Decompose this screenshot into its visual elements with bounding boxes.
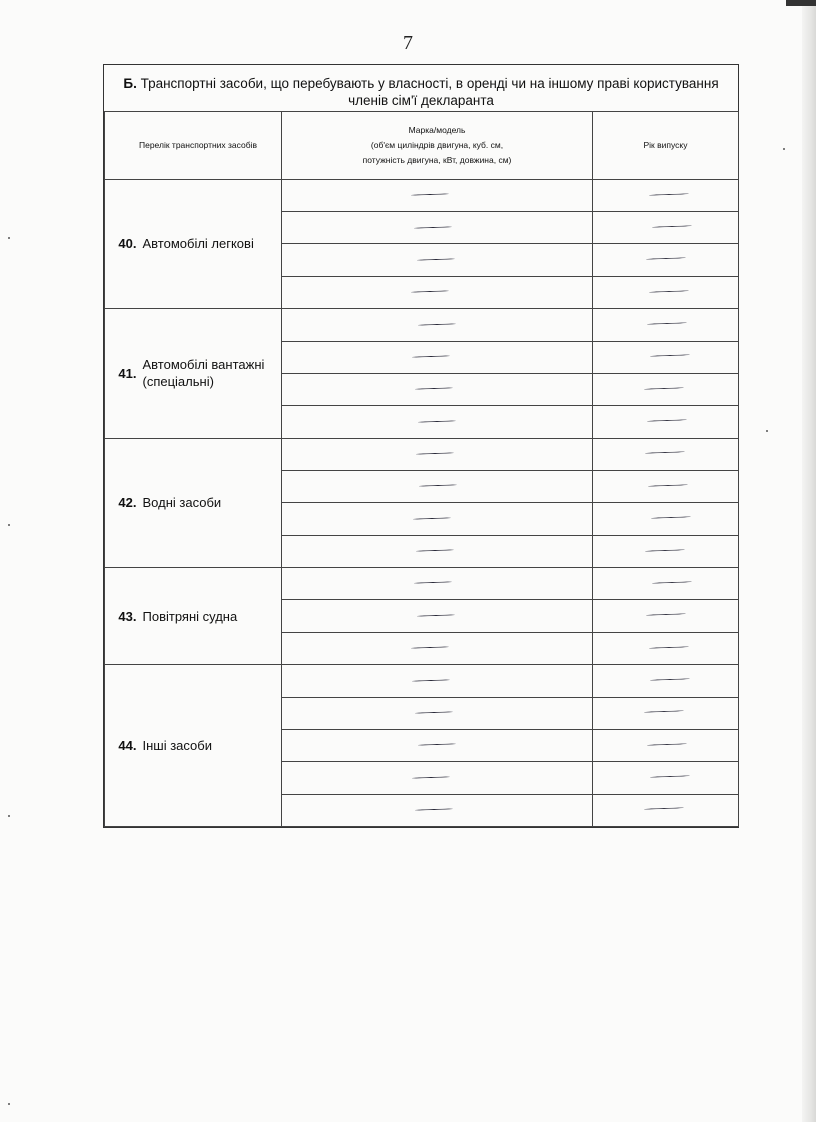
- table-row: [105, 665, 739, 697]
- year-cell: [593, 406, 739, 438]
- year-cell: [593, 762, 739, 794]
- scan-edge-mark: [786, 0, 816, 6]
- year-cell: [593, 470, 739, 502]
- brand-model-cell: [282, 406, 593, 438]
- handwritten-dash: [418, 323, 456, 325]
- year-cell: [593, 729, 739, 761]
- brand-model-cell: [282, 470, 593, 502]
- year-cell: [593, 535, 739, 567]
- scan-edge: [802, 0, 816, 1122]
- handwritten-dash: [416, 452, 454, 454]
- year-cell: [593, 600, 739, 632]
- handwritten-dash: [648, 484, 688, 486]
- brand-model-cell: [282, 438, 593, 470]
- year-cell: [593, 697, 739, 729]
- year-cell: [593, 632, 739, 664]
- vehicles-table: [104, 111, 739, 827]
- year-cell: [593, 794, 739, 826]
- brand-model-cell: [282, 568, 593, 600]
- category-number: 40.: [105, 179, 139, 308]
- year-cell: [593, 503, 739, 535]
- brand-model-cell: [282, 729, 593, 761]
- handwritten-dash: [411, 291, 449, 293]
- brand-model-cell: [282, 276, 593, 308]
- handwritten-dash: [411, 194, 449, 196]
- category-label: Повітряні судна: [139, 568, 282, 665]
- handwritten-dash: [644, 387, 684, 389]
- brand-model-cell: [282, 762, 593, 794]
- year-cell: [593, 438, 739, 470]
- handwritten-dash: [414, 226, 452, 228]
- year-cell: [593, 212, 739, 244]
- category-number: 44.: [105, 665, 139, 827]
- brand-model-cell: [282, 503, 593, 535]
- handwritten-dash: [416, 549, 454, 551]
- handwritten-dash: [418, 744, 456, 746]
- handwritten-dash: [651, 516, 691, 518]
- year-cell: [593, 179, 739, 211]
- brand-model-cell: [282, 244, 593, 276]
- header-vehicle-list: Перелік транспортних засобів: [105, 112, 282, 180]
- brand-model-cell: [282, 341, 593, 373]
- handwritten-dash: [412, 679, 450, 681]
- category-number: 43.: [105, 568, 139, 665]
- year-cell: [593, 373, 739, 405]
- header-brand-line1: Марка/модель: [408, 124, 466, 135]
- brand-model-cell: [282, 309, 593, 341]
- table-row: [105, 179, 739, 211]
- brand-model-cell: [282, 665, 593, 697]
- handwritten-dash: [412, 355, 450, 357]
- handwritten-dash: [650, 775, 690, 777]
- handwritten-dash: [645, 549, 685, 551]
- handwritten-dash: [645, 452, 685, 454]
- header-brand-line3: потужність двигуна, кВт, довжина, см): [362, 154, 512, 165]
- handwritten-dash: [646, 258, 686, 260]
- handwritten-dash: [417, 614, 455, 616]
- handwritten-dash: [649, 646, 689, 648]
- handwritten-dash: [417, 258, 455, 260]
- handwritten-dash: [418, 420, 456, 422]
- brand-model-cell: [282, 600, 593, 632]
- handwritten-dash: [415, 808, 453, 810]
- table-header-row: [105, 112, 739, 180]
- handwritten-dash: [649, 193, 689, 195]
- category-label: Автомобілі вантажні (спеціальні): [139, 309, 282, 438]
- category-number: 42.: [105, 438, 139, 567]
- section-title: [104, 75, 738, 109]
- handwritten-dash: [650, 355, 690, 357]
- header-brand-model: [282, 112, 593, 180]
- brand-model-cell: [282, 697, 593, 729]
- handwritten-dash: [411, 647, 449, 649]
- brand-model-cell: [282, 794, 593, 826]
- section-letter: Б.: [123, 76, 137, 91]
- handwritten-dash: [652, 581, 692, 583]
- header-year: Рік випуску: [593, 112, 739, 180]
- year-cell: [593, 665, 739, 697]
- vehicles-section-frame: [103, 64, 739, 828]
- page-number: 7: [403, 32, 413, 54]
- handwritten-dash: [647, 743, 687, 745]
- handwritten-dash: [415, 711, 453, 713]
- year-cell: [593, 244, 739, 276]
- handwritten-dash: [414, 582, 452, 584]
- category-number: 41.: [105, 309, 139, 438]
- year-cell: [593, 568, 739, 600]
- table-row: [105, 309, 739, 341]
- handwritten-dash: [415, 388, 453, 390]
- handwritten-dash: [419, 485, 457, 487]
- table-row: [105, 568, 739, 600]
- table-row: [105, 438, 739, 470]
- handwritten-dash: [413, 517, 451, 519]
- handwritten-dash: [647, 322, 687, 324]
- brand-model-cell: [282, 212, 593, 244]
- handwritten-dash: [644, 711, 684, 713]
- handwritten-dash: [650, 678, 690, 680]
- handwritten-dash: [646, 614, 686, 616]
- category-label: Водні засоби: [139, 438, 282, 567]
- section-title-text: Транспортні засоби, що перебувають у власності, в оренді чи на іншому праві користування членів сім'ї декларанта: [136, 76, 719, 108]
- year-cell: [593, 341, 739, 373]
- brand-model-cell: [282, 632, 593, 664]
- handwritten-dash: [412, 776, 450, 778]
- brand-model-cell: [282, 179, 593, 211]
- brand-model-cell: [282, 535, 593, 567]
- handwritten-dash: [644, 808, 684, 810]
- brand-model-cell: [282, 373, 593, 405]
- category-label: Інші засоби: [139, 665, 282, 827]
- year-cell: [593, 309, 739, 341]
- year-cell: [593, 276, 739, 308]
- header-brand-line2: (об'єм циліндрів двигуна, куб. см,: [370, 139, 504, 150]
- handwritten-dash: [647, 419, 687, 421]
- handwritten-dash: [652, 225, 692, 227]
- handwritten-dash: [649, 290, 689, 292]
- category-label: Автомобілі легкові: [139, 179, 282, 308]
